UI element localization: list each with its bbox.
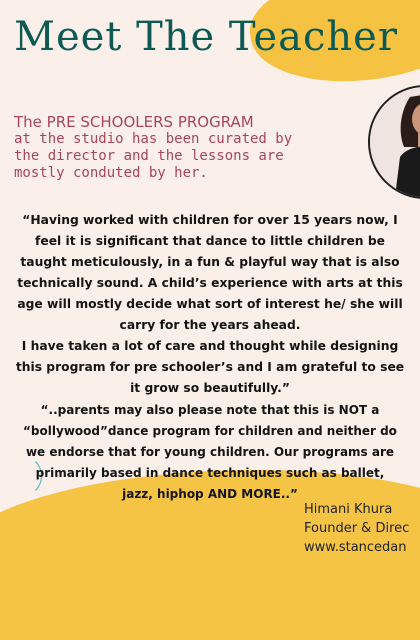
quote-line: this program for pre schooler’s and I am grateful to see [15,360,405,374]
teacher-portrait [368,85,420,199]
note-line: “bollywood”dance program for children and neither do [23,424,397,438]
note-line: primarily based in dance techniques such as ballet, [35,466,385,480]
quote-line: technically sound. A child’s experience with arts at this [17,276,403,290]
quote-line: carry for the years ahead. [119,318,301,332]
teacher-portrait-image [370,87,420,197]
intro-line: the director and the lessons are [14,148,284,164]
note-line: jazz, hiphop AND MORE..” [122,487,298,501]
signature-block [304,500,409,557]
page-title: Meet The Teacher [14,14,398,60]
quote-line: taught meticulously, in a fun & playful way that is also [20,255,400,269]
intro-line: The PRE SCHOOLERS PROGRAM [14,113,254,131]
quote-line: feel it is significant that dance to little children be [35,234,385,248]
quote-line: it grow so beautifully.” [130,381,290,395]
website-link[interactable]: www.stancedan [304,540,407,555]
signature-name: Himani Khura [304,502,393,517]
teacher-quote [0,210,420,399]
signature-role: Founder & Direc [304,521,410,536]
intro-line: at the studio has been curated by [14,131,293,147]
intro-text [14,114,292,182]
intro-line: mostly conduted by her. [14,165,208,181]
note-line: “..parents may also please note that this is NOT a [40,403,380,417]
quote-line: age will mostly decide what sort of interest he/ she will [17,297,403,311]
quote-line: I have taken a lot of care and thought while designing [21,339,399,353]
note-line: we endorse that for young children. Our programs are [25,445,395,459]
parents-note [0,400,420,505]
quote-line: “Having worked with children for over 15 years now, I [22,213,398,227]
